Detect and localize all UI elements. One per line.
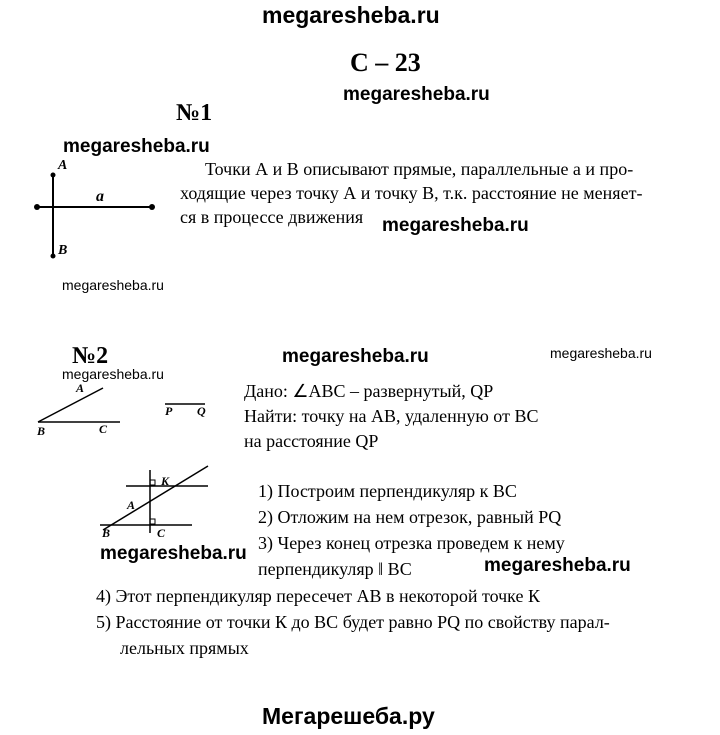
watermark-task1-left: megaresheba.ru <box>63 136 210 157</box>
fig1-label-P: P <box>165 404 173 418</box>
watermark-task2-right: megaresheba.ru <box>550 345 652 361</box>
task1-label-a: a <box>96 188 104 205</box>
watermark-task2-lower-right: megaresheba.ru <box>484 555 631 576</box>
step-3-continued: перпендикуляр ‖ ВС <box>258 559 412 579</box>
step-2: 2) Отложим на нем отрезок, равный PQ <box>258 507 562 527</box>
watermark-task2-lower-left: megaresheba.ru <box>100 543 247 564</box>
watermark-bottom: Мегарешеба.ру <box>262 703 435 729</box>
fig1-label-Q: Q <box>197 404 206 418</box>
step-5-continued: лельных прямых <box>120 638 249 658</box>
fig2-label-K: K <box>161 474 170 488</box>
task2-find-2: на расстояние QP <box>244 431 379 451</box>
watermark-task1-inline: megaresheba.ru <box>382 215 529 236</box>
step-1: 1) Построим перпендикуляр к ВС <box>258 481 517 501</box>
task1-line-2: ходящие через точку А и точку В, т.к. расстояние не меняет- <box>180 183 643 203</box>
page-title: С – 23 <box>350 48 421 77</box>
fig1-label-A: A <box>76 381 85 395</box>
watermark-task2-mid: megaresheba.ru <box>282 346 429 367</box>
fig2-label-A: A <box>127 498 136 512</box>
fig2-label-B: B <box>102 526 111 540</box>
task1-line-3: ся в процессе движения <box>180 207 364 227</box>
step-3: 3) Через конец отрезка проведем к нему <box>258 533 565 553</box>
task1-number: №1 <box>176 100 213 126</box>
task1-line-1: Точки А и В описывают прямые, параллельные а и про- <box>205 159 634 179</box>
fig2-label-C: C <box>157 526 166 540</box>
task2-number: №2 <box>72 343 109 369</box>
task1-label-A: A <box>58 158 68 173</box>
step-5: 5) Расстояние от точки К до ВС будет равно PQ по свойству парал- <box>96 612 610 632</box>
watermark-top: megaresheba.ru <box>262 2 440 28</box>
watermark-task2-small: megaresheba.ru <box>62 366 164 382</box>
watermark-task1-small: megaresheba.ru <box>62 277 164 293</box>
task1-label-B: B <box>58 243 68 258</box>
step-4: 4) Этот перпендикуляр пересечет АВ в некоторой точке К <box>96 586 540 606</box>
task2-find-1: Найти: точку на АВ, удаленную от ВС <box>244 406 539 426</box>
watermark-under-title: megaresheba.ru <box>343 84 490 105</box>
task2-given: Дано: ∠ABC – развернутый, QP <box>244 381 494 401</box>
fig1-label-B: B <box>37 424 46 438</box>
fig1-label-C: C <box>99 422 108 436</box>
